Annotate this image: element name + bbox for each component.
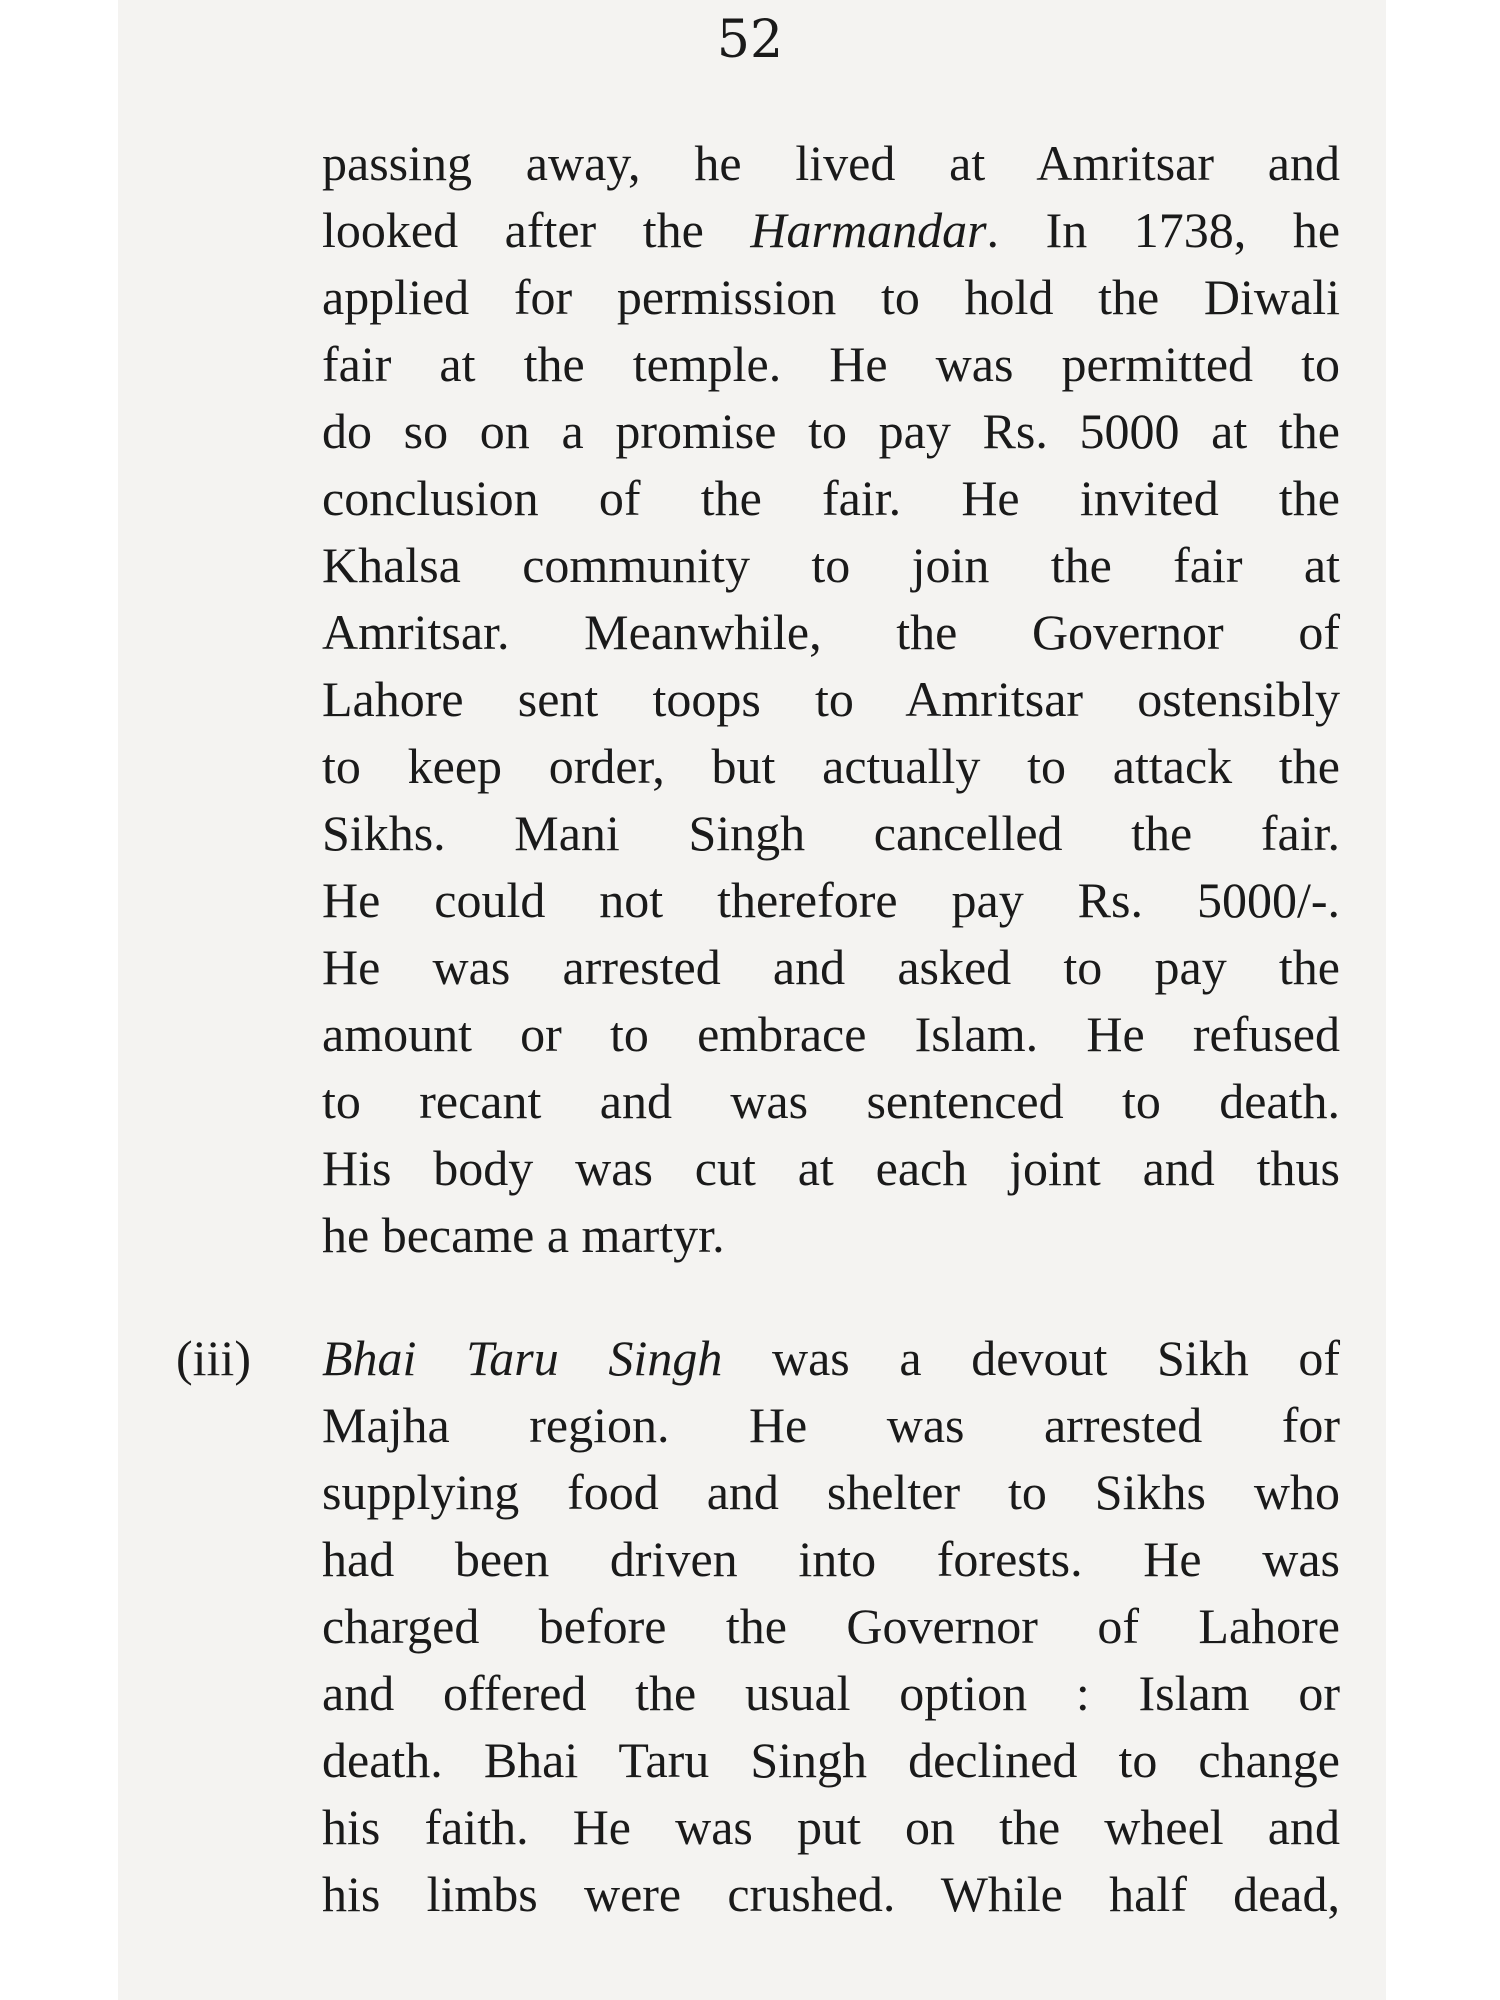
text-line: supplying food and shelter to Sikhs who [322,1464,1340,1520]
text-line: do so on a promise to pay Rs. 5000 at the [322,403,1340,459]
page-number: 52 [716,10,784,70]
text-line: conclusion of the fair. He invited the [322,470,1340,526]
text-line: to keep order, but actually to attack the [322,738,1340,794]
text-line: had been driven into forests. He was [322,1531,1340,1587]
text-line: He was arrested and asked to pay the [322,939,1340,995]
text-line: death. Bhai Taru Singh declined to change [322,1732,1340,1788]
text-fragment: was a devout Sikh of [722,1330,1340,1386]
text-line: Sikhs. Mani Singh cancelled the fair. [322,805,1340,861]
text-line: applied for permission to hold the Diwali [322,269,1340,325]
paragraph-bhai-taru-singh [322,1325,1340,1928]
italic-term: Harmandar [750,202,987,258]
text-line: Majha region. He was arrested for [322,1397,1340,1453]
text-line: fair at the temple. He was permitted to [322,336,1340,392]
text-line: His body was cut at each joint and thus [322,1140,1340,1196]
text-line: he became a martyr. [322,1207,725,1263]
text-line: and offered the usual option : Islam or [322,1665,1340,1721]
list-item-label: (iii) [176,1330,251,1386]
text-line: Amritsar. Meanwhile, the Governor of [322,604,1340,660]
text-fragment: . In 1738, he [986,202,1341,258]
text-line: Khalsa community to join the fair at [322,537,1340,593]
italic-name: Bhai Taru Singh [322,1330,723,1386]
text-line: He could not therefore pay Rs. 5000/-. [322,872,1340,928]
text-line: charged before the Governor of Lahore [322,1598,1340,1654]
text-line: amount or to embrace Islam. He refused [322,1006,1340,1062]
text-line: to recant and was sentenced to death. [322,1073,1340,1129]
text-line: Lahore sent toops to Amritsar ostensibly [322,671,1340,727]
text-fragment: looked after the [322,202,751,258]
text-line [322,1325,1340,1392]
text-line [322,197,1340,264]
text-line: his limbs were crushed. While half dead, [322,1866,1340,1922]
paragraph-martyrdom-mani-singh [322,130,1340,1269]
text-line: his faith. He was put on the wheel and [322,1799,1340,1855]
text-line: passing away, he lived at Amritsar and [322,135,1340,191]
